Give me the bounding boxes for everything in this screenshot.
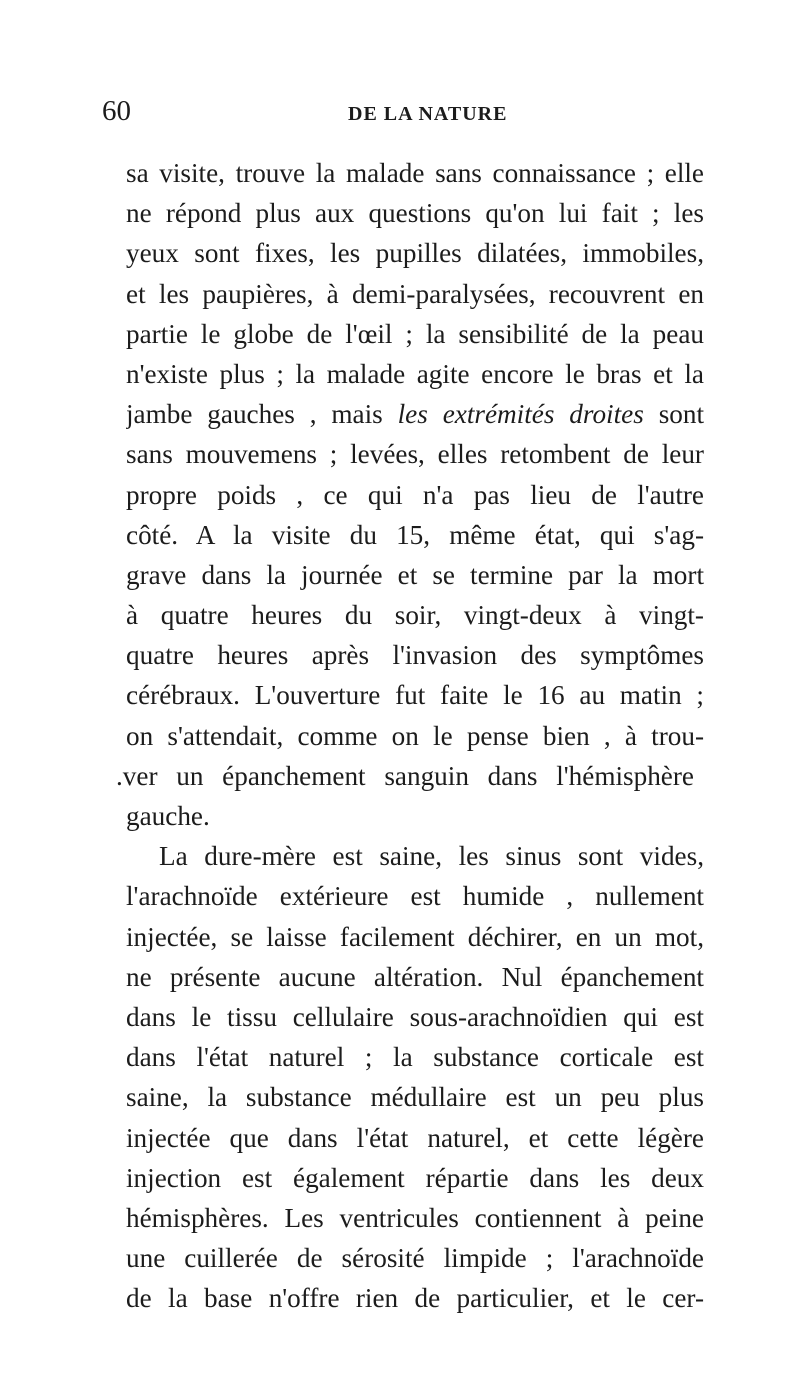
text-line: .ver un épanchement sanguin dans l'hémisphère xyxy=(116,760,694,791)
text-line: à quatre heures du soir, vingt-deux à vingt- xyxy=(126,600,704,631)
text-line: grave dans la journée et se termine par la mort xyxy=(126,559,704,590)
italic-phrase: les extrémités droites xyxy=(397,399,644,430)
text-line: dans le tissu cellulaire sous-arachnoïdien qui est xyxy=(126,1001,704,1032)
text-line: quatre heures après l'invasion des symptômes xyxy=(126,640,704,671)
running-head xyxy=(102,95,662,135)
text-segment: sont xyxy=(658,399,704,430)
text-line: injection est également répartie dans les deux xyxy=(126,1162,704,1193)
body-text xyxy=(116,153,704,1318)
text-line: de la base n'offre rien de particulier, et le cer- xyxy=(126,1283,704,1314)
running-title: DE LA NATURE xyxy=(348,103,508,125)
text-line: on s'attendait, comme on le pense bien , à trou- xyxy=(126,720,704,751)
text-segment: jambe gauches , mais xyxy=(126,399,383,430)
text-line: saine, la substance médullaire est un peu plus xyxy=(126,1082,704,1113)
text-line: ne répond plus aux questions qu'on lui fait ; les xyxy=(126,198,704,229)
text-line: propre poids , ce qui n'a pas lieu de l'autre xyxy=(126,479,704,510)
text-line: dans l'état naturel ; la substance corticale est xyxy=(126,1042,704,1073)
text-line: gauche. xyxy=(126,801,210,831)
paragraph-first-line: La dure-mère est saine, les sinus sont vides, xyxy=(159,841,704,872)
text-line: yeux sont fixes, les pupilles dilatées, immobiles, xyxy=(126,238,704,269)
text-line: partie le globe de l'œil ; la sensibilité de la peau xyxy=(126,318,704,349)
text-line: et les paupières, à demi-paralysées, recouvrent en xyxy=(126,278,704,309)
text-line: côté. A la visite du 15, même état, qui s'ag- xyxy=(126,519,704,550)
text-line: une cuillerée de sérosité limpide ; l'arachnoïde xyxy=(126,1243,704,1274)
text-line: injectée que dans l'état naturel, et cette légère xyxy=(126,1122,704,1153)
text-line: injectée, se laisse facilement déchirer, en un mot, xyxy=(126,921,704,952)
text-line: hémisphères. Les ventricules contiennent à peine xyxy=(126,1202,704,1233)
text-line: sa visite, trouve la malade sans connaissance ; elle xyxy=(126,158,704,188)
text-line-mixed xyxy=(126,394,704,434)
text-line: n'existe plus ; la malade agite encore le bras et la xyxy=(126,358,704,389)
text-line: ne présente aucune altération. Nul épanchement xyxy=(126,961,704,992)
page-number: 60 xyxy=(102,95,131,127)
text-line: cérébraux. L'ouverture fut faite le 16 au matin ; xyxy=(126,680,704,711)
text-line: sans mouvemens ; levées, elles retombent de leur xyxy=(126,439,704,470)
text-line: l'arachnoïde extérieure est humide , nullement xyxy=(126,881,704,912)
